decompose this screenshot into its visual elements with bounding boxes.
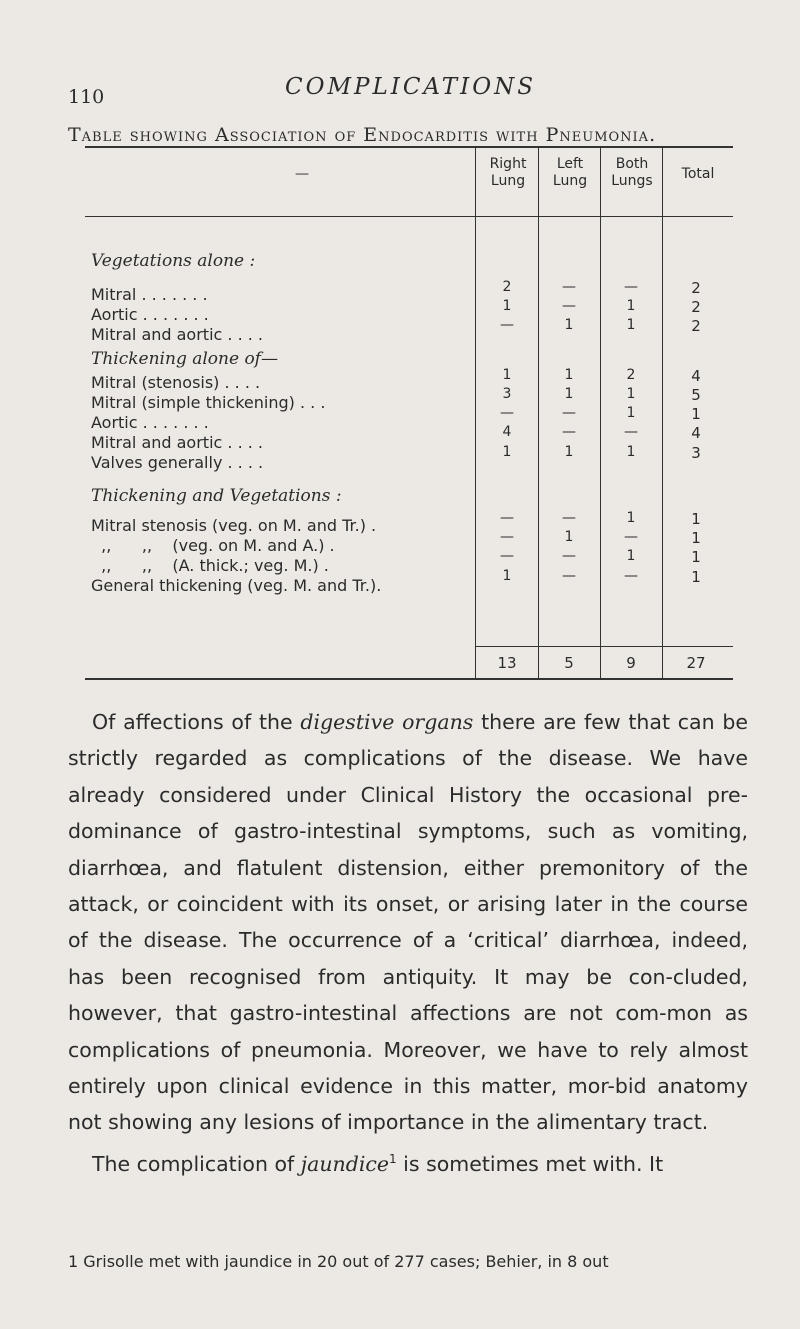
emphasis: digestive organs — [300, 710, 474, 734]
table-cell: — — [500, 317, 514, 333]
column-rule — [662, 148, 663, 678]
table-cell: — — [562, 548, 576, 564]
totals-rule — [475, 646, 733, 647]
table-cell: 3 — [691, 444, 701, 462]
text-run: Of affections of the — [92, 710, 301, 734]
table-cell: 1 — [691, 510, 701, 528]
body-text — [68, 704, 748, 1182]
table-cell: 1 — [626, 548, 636, 564]
endocarditis-table — [85, 146, 733, 680]
row-label: Aortic . . . . . . . — [91, 305, 209, 324]
column-rule — [475, 148, 476, 678]
row-label: Mitral (stenosis) . . . . — [91, 373, 261, 392]
row-label: ,, ,, (veg. on M. and A.) . — [91, 536, 335, 555]
table-cell: 1 — [626, 405, 636, 421]
table-cell: 2 — [691, 279, 701, 297]
table-cell: — — [624, 568, 638, 584]
table-cell: — — [624, 279, 638, 295]
table-cell: 3 — [502, 386, 512, 402]
table-cell: — — [562, 510, 576, 526]
table-cell: 1 — [564, 317, 574, 333]
row-label: Valves generally . . . . — [91, 453, 264, 472]
table-title: Table showing Association of Endocarditis with Pneumonia. — [68, 124, 657, 146]
row-label: ,, ,, (A. thick.; veg. M.) . — [91, 556, 329, 575]
table-cell: 1 — [502, 298, 512, 314]
text-run: is sometimes met with. It — [396, 1151, 664, 1176]
table-cell: — — [500, 548, 514, 564]
group-heading: Vegetations alone : — [91, 251, 256, 271]
table-cell: 4 — [691, 367, 701, 385]
table-cell: 1 — [691, 405, 701, 423]
table-cell: — — [500, 405, 514, 421]
table-cell: — — [562, 405, 576, 421]
group-heading: Thickening alone of— — [91, 349, 278, 369]
row-label: Mitral and aortic . . . . — [91, 325, 263, 344]
table-cell: 2 — [691, 317, 701, 335]
table-cell: 4 — [691, 424, 701, 442]
table-cell: — — [500, 529, 514, 545]
table-cell: — — [562, 279, 576, 295]
paragraph — [68, 1141, 748, 1182]
column-header-right-lung: Right Lung — [489, 156, 527, 189]
row-label: Mitral stenosis (veg. on M. and Tr.) . — [91, 516, 377, 535]
table-cell: 2 — [626, 367, 636, 383]
table-cell: 1 — [626, 510, 636, 526]
table-cell: — — [624, 424, 638, 440]
table-cell: 1 — [564, 529, 574, 545]
row-label: Aortic . . . . . . . — [91, 413, 209, 432]
table-cell: 1 — [564, 367, 574, 383]
table-cell: 1 — [626, 317, 636, 333]
group-heading: Thickening and Vegetations : — [91, 486, 342, 506]
table-cell: 2 — [502, 279, 512, 295]
table-cell: 1 — [502, 367, 512, 383]
row-label: Mitral . . . . . . . — [91, 285, 208, 304]
text-run: there are few that can be strictly regarded as complications of the disease. We have already considered under Clinical History the occasional pre-dominance of gastro-intestinal symptoms, such as vomiting, diarrhœa, and flatulent distension, either premonitory of the attack, or coincident with its onset, or arising later in the course of the disease. The occurrence of a ‘critical’ diarrhœa, indeed, has been recognised from antiquity. It may be con-cluded, however, that gastro-intestinal affections are not com-mon as complications of pneumonia. Moreover, we have to rely almost entirely upon clinical evidence in this matter, mor-bid anatomy not showing any lesions of importance in the alimentary tract. — [68, 710, 748, 1135]
table-cell: 2 — [691, 298, 701, 316]
table-cell: 1 — [564, 444, 574, 460]
table-cell: — — [562, 568, 576, 584]
text-run: The complication of — [92, 1151, 301, 1176]
paragraph — [68, 704, 748, 1141]
total-grand: 27 — [686, 654, 706, 672]
total-both-lungs: 9 — [626, 654, 636, 672]
table-cell: — — [562, 298, 576, 314]
corner-dash: — — [295, 166, 309, 182]
table-cell: 1 — [691, 529, 701, 547]
table-cell: 1 — [626, 444, 636, 460]
table-cell: — — [624, 529, 638, 545]
footnote-ref: 1 — [389, 1151, 397, 1166]
column-header-total: Total — [681, 166, 715, 182]
footnote: 1 Grisolle met with jaundice in 20 out of 277 cases; Behier, in 8 out — [68, 1252, 609, 1271]
table-cell: 1 — [691, 548, 701, 566]
table-cell: 1 — [626, 298, 636, 314]
table-cell: 4 — [502, 424, 512, 440]
table-cell: 1 — [691, 568, 701, 586]
total-right-lung: 13 — [497, 654, 517, 672]
row-label: General thickening (veg. M. and Tr.). — [91, 576, 382, 595]
table-cell: 1 — [502, 568, 512, 584]
column-header-left-lung: Left Lung — [552, 156, 588, 189]
column-header-both-lungs: Both Lungs — [611, 156, 653, 189]
table-cell: 1 — [502, 444, 512, 460]
row-label: Mitral (simple thickening) . . . — [91, 393, 326, 412]
header-rule — [85, 216, 733, 217]
running-head: COMPLICATIONS — [285, 74, 536, 100]
table-cell: 5 — [691, 386, 701, 404]
table-cell: 1 — [564, 386, 574, 402]
row-label: Mitral and aortic . . . . — [91, 433, 263, 452]
total-left-lung: 5 — [564, 654, 574, 672]
table-cell: 1 — [626, 386, 636, 402]
table-cell: — — [562, 424, 576, 440]
table-cell: — — [500, 510, 514, 526]
emphasis: jaundice — [300, 1151, 390, 1176]
page-number: 110 — [68, 86, 105, 108]
